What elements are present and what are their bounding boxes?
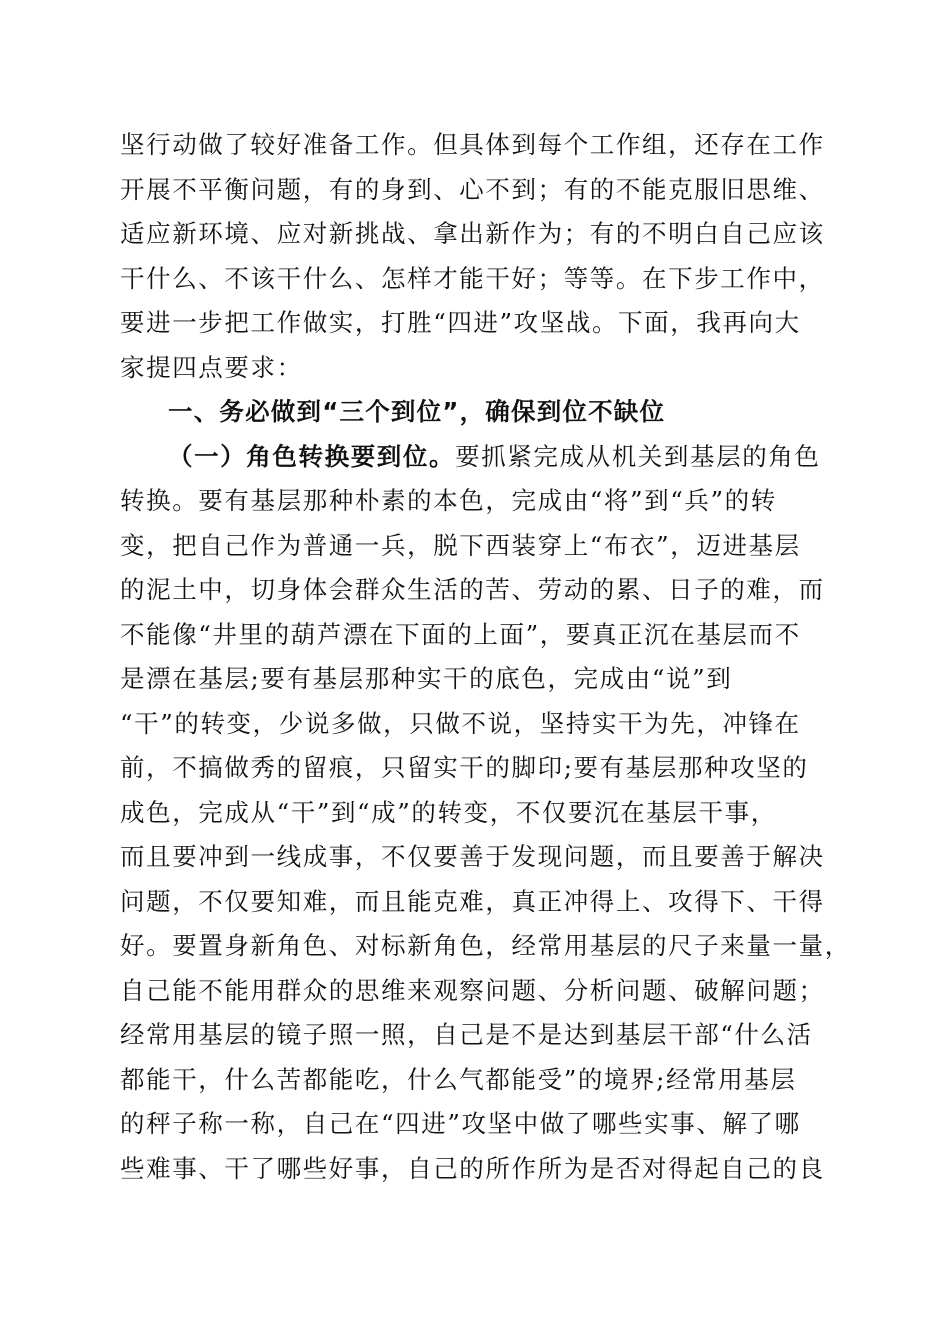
subsection-text: 要抓紧完成从机关到基层的角色 — [455, 441, 821, 471]
paragraph-line: 经常用基层的镜子照一照，自己是不是达到基层干部“什么活 — [120, 1020, 813, 1049]
paragraph-line: 好。要置身新角色、对标新角色，经常用基层的尺子来量一量， — [120, 931, 851, 960]
paragraph-line: 干什么、不该干什么、怎样才能干好；等等。在下步工作中， — [120, 263, 825, 293]
paragraph-line: 不能像“井里的葫芦漂在下面的上面”，要真正沉在基层而不 — [120, 619, 801, 649]
paragraph-line: 的秤子称一称，自己在“四进”攻坚中做了哪些实事、解了哪 — [120, 1109, 801, 1138]
paragraph-line: 的泥土中，切身体会群众生活的苦、劳动的累、日子的难，而 — [120, 575, 825, 604]
paragraph-line: 适应新环境、应对新挑战、拿出新作为；有的不明白自己应该 — [120, 219, 825, 248]
paragraph-line: 要进一步把工作做实，打胜“四进”攻坚战。下面，我再向大 — [120, 308, 801, 337]
subsection-title: （一）角色转换要到位。 — [168, 441, 456, 471]
paragraph-line: 是漂在基层;要有基层那种实干的底色，完成由“说”到 — [120, 664, 733, 693]
paragraph-line: 都能干，什么苦都能吃，什么气都能受”的境界;经常用基层 — [120, 1064, 797, 1094]
paragraph-line: 变，把自己作为普通一兵，脱下西装穿上“布衣”，迈进基层 — [120, 530, 801, 560]
document-body — [120, 123, 851, 1191]
paragraph-line: 家提四点要求： — [120, 352, 303, 382]
paragraph-line: 而且要冲到一线成事，不仅要善于发现问题，而且要善于解决 — [120, 842, 825, 871]
section-heading: 一、务必做到“三个到位”，确保到位不缺位 — [168, 397, 666, 426]
paragraph-line: 自己能不能用群众的思维来观察问题、分析问题、破解问题； — [120, 975, 825, 1005]
paragraph-line: 转换。要有基层那种朴素的本色，完成由“将”到“兵”的转 — [120, 486, 777, 515]
paragraph-line: 前，不搞做秀的留痕，只留实干的脚印;要有基层那种攻坚的 — [120, 753, 809, 782]
paragraph-line: 坚行动做了较好准备工作。但具体到每个工作组，还存在工作 — [120, 130, 825, 159]
paragraph-line: 成色，完成从“干”到“成”的转变，不仅要沉在基层干事， — [120, 797, 777, 827]
paragraph-line: “干”的转变，少说多做，只做不说，坚持实干为先，冲锋在 — [120, 708, 801, 738]
paragraph-line: 问题，不仅要知难，而且能克难，真正冲得上、攻得下、干得 — [120, 886, 825, 916]
paragraph-line: 些难事、干了哪些好事，自己的所作所为是否对得起自己的良 — [120, 1153, 825, 1183]
subsection-first-line — [120, 435, 832, 480]
paragraph-line: 开展不平衡问题，有的身到、心不到；有的不能克服旧思维、 — [120, 174, 825, 204]
